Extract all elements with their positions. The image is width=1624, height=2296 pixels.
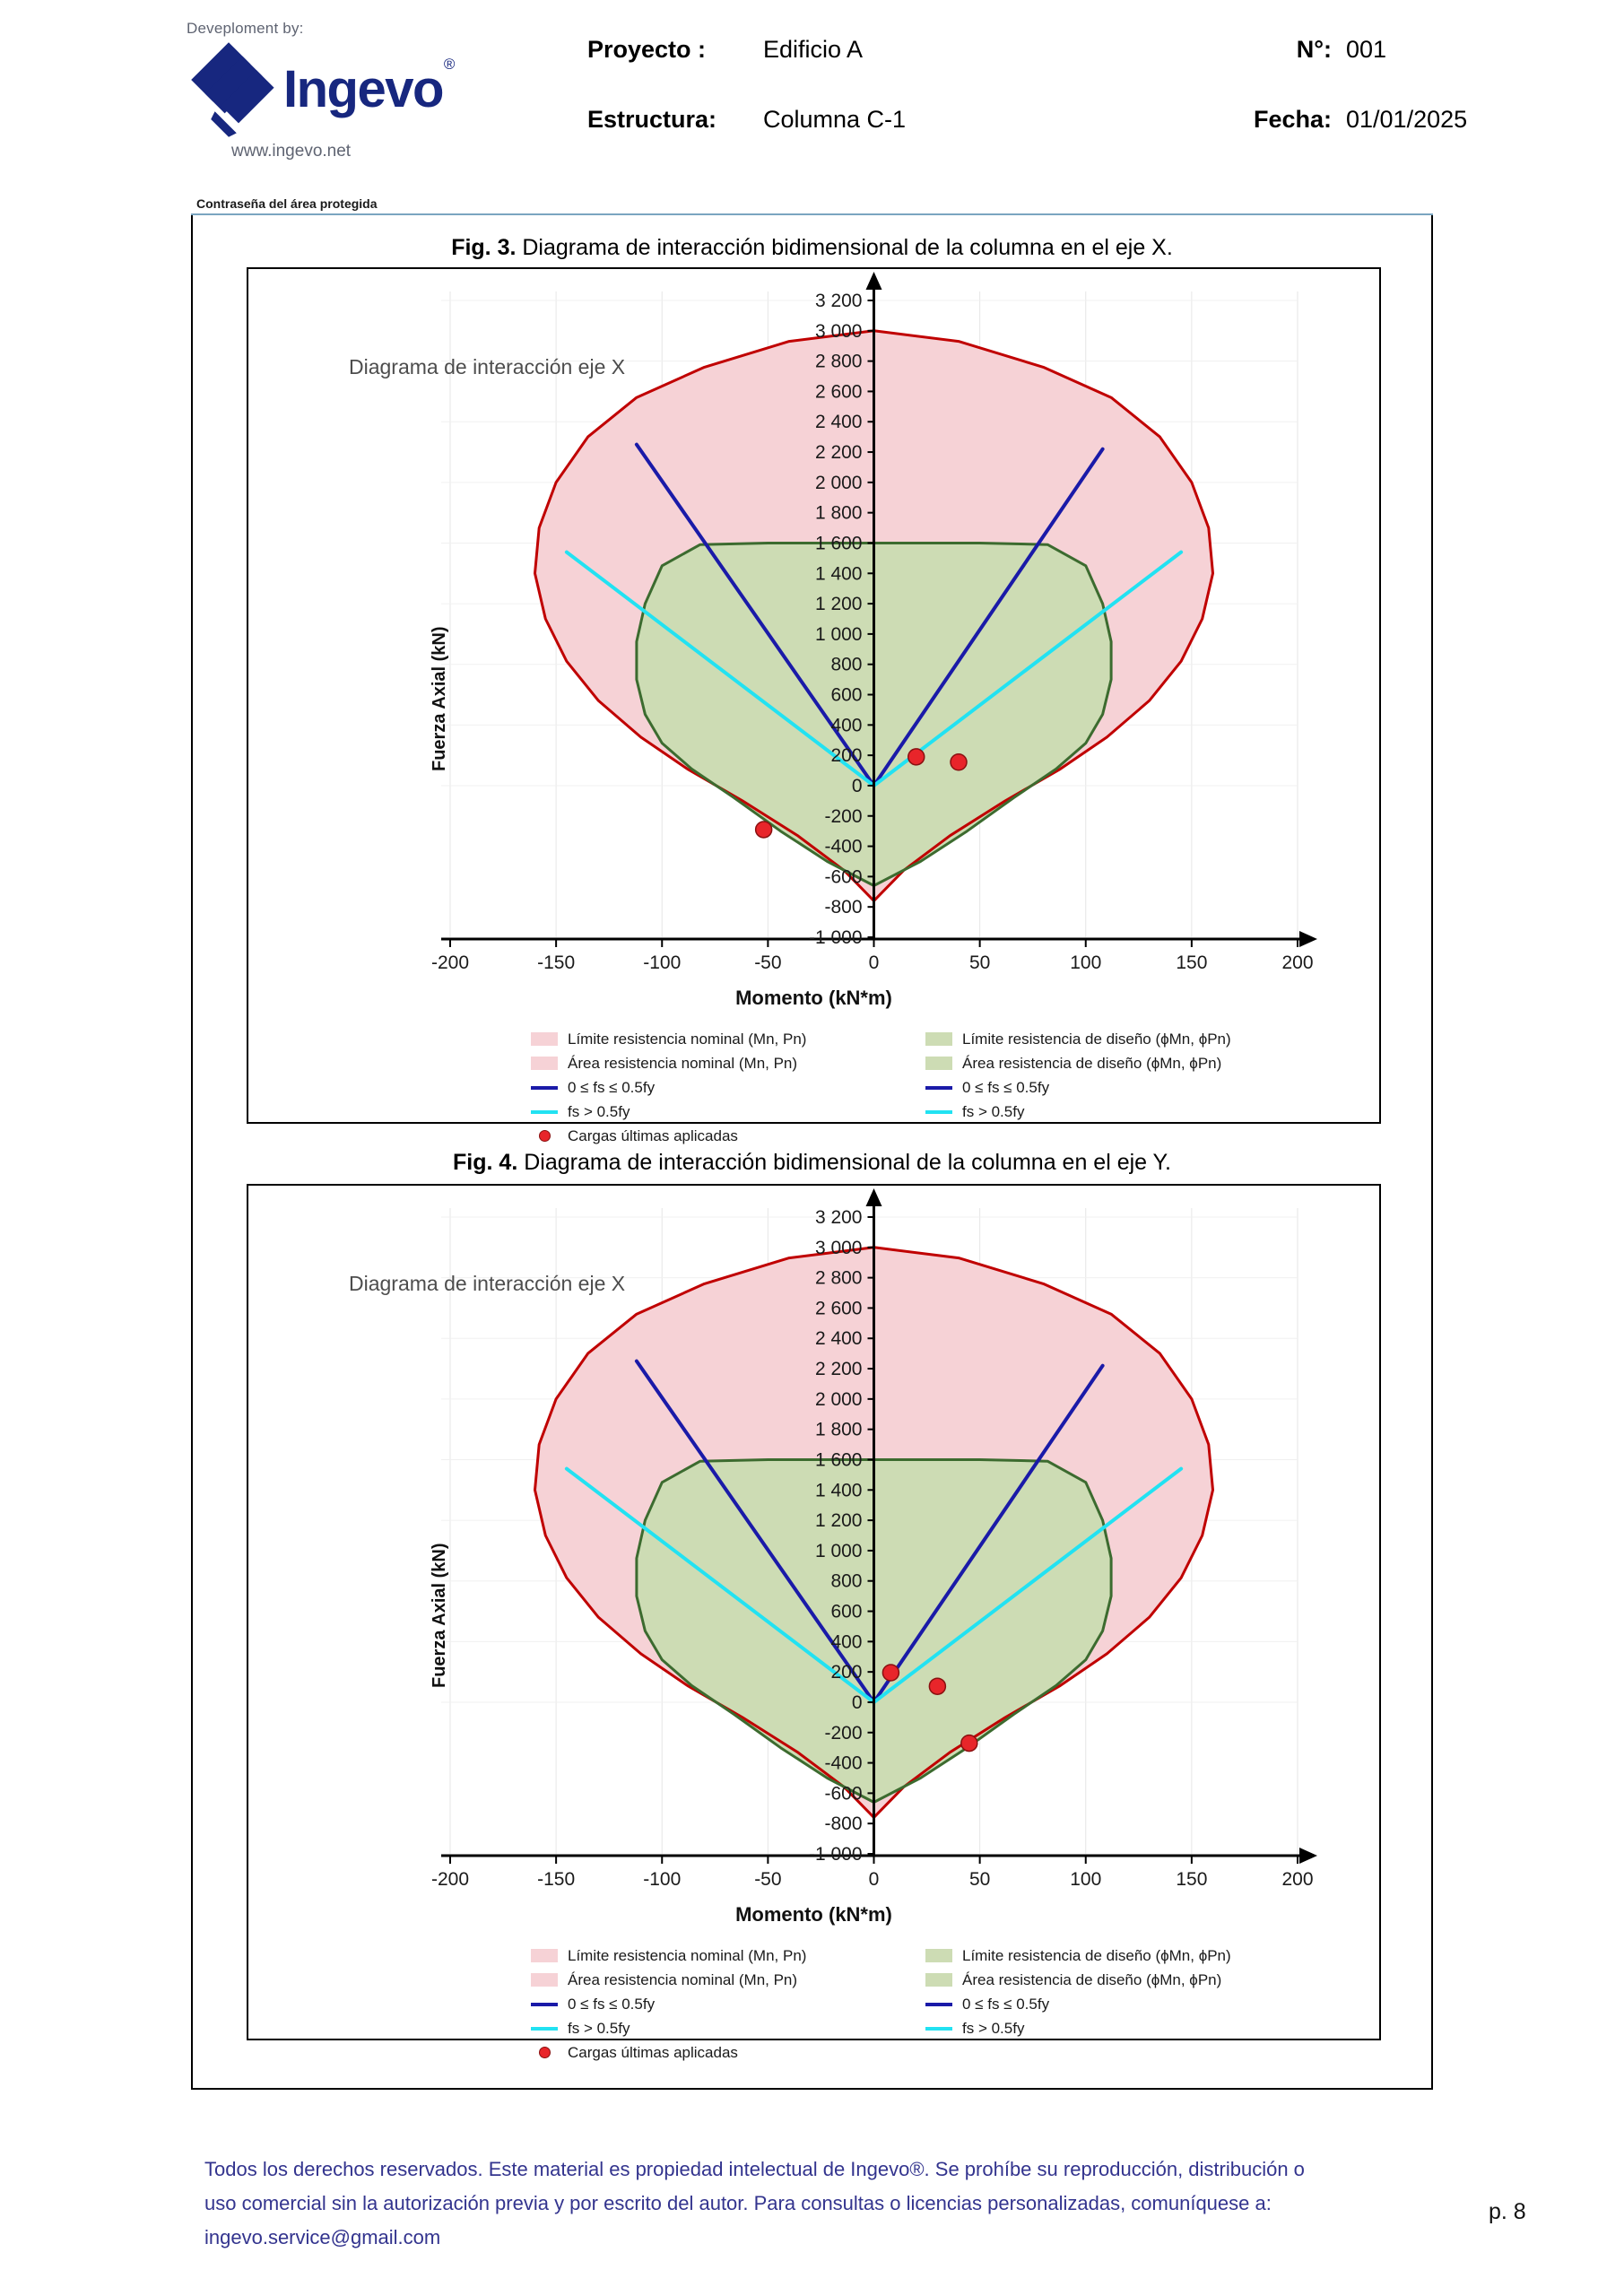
x-tick-label: 100 [1070, 952, 1102, 973]
x-tick-label: 150 [1176, 952, 1208, 973]
legend-item-label: fs > 0.5fy [962, 1102, 1025, 1120]
plot-title: Diagrama de interacción eje X [349, 355, 626, 378]
y-tick-label: 2 400 [814, 1328, 863, 1350]
legend-item-label: Límite resistencia nominal (Mn, Pn) [568, 1030, 807, 1048]
project-label: Proyecto : [587, 36, 707, 63]
x-tick-label: -50 [754, 1869, 782, 1890]
legend-item-nominal-limit[interactable] [531, 1944, 916, 1968]
legend-item-fs-low-nominal[interactable] [531, 1992, 916, 2016]
legend-item-fs-high-design[interactable] [925, 2016, 1311, 2040]
legend-line-icon [925, 2003, 952, 2006]
legend-dot-icon [539, 2047, 551, 2058]
figure-3-caption-number: Fig. 3. [451, 235, 517, 260]
legend-line-icon [531, 1110, 558, 1114]
y-tick-label: 3 000 [814, 1237, 863, 1258]
legend-swatch-icon [531, 1973, 558, 1987]
y-tick-label: 600 [830, 684, 863, 706]
y-tick-label: 1 600 [814, 533, 863, 554]
legend-item-fs-low-nominal[interactable] [531, 1075, 916, 1100]
y-tick-label: -800 [824, 1813, 863, 1835]
legend-item-label: Área resistencia de diseño (ϕMn, ϕPn) [962, 1054, 1222, 1072]
y-tick-label: 1 000 [814, 1540, 863, 1561]
legend-item-label: 0 ≤ fs ≤ 0.5fy [962, 1995, 1050, 2013]
registered-trademark-icon: ® [443, 55, 454, 73]
page-footer [204, 2152, 1424, 2255]
x-tick-label: 200 [1281, 1869, 1314, 1890]
protected-area-banner [191, 196, 1433, 215]
brand-url: www.ingevo.net [231, 142, 352, 161]
legend-item-label: Cargas últimas aplicadas [568, 1126, 738, 1144]
y-tick-label: 2 200 [814, 442, 863, 464]
legend-item-label: fs > 0.5fy [568, 2019, 630, 2037]
x-tick-label: -150 [537, 952, 576, 973]
x-tick-label: 100 [1070, 1869, 1102, 1890]
ingevo-diamond-logo-icon [179, 39, 278, 140]
legend-item-label: Límite resistencia de diseño (ϕMn, ϕPn) [962, 1030, 1231, 1048]
y-axis-label: Fuerza Axial (kN) [430, 1543, 449, 1688]
x-tick-label: 0 [868, 1869, 880, 1890]
protected-area-label: Contraseña del área protegida [196, 196, 378, 211]
legend-item-legend-empty [925, 1124, 1311, 1148]
figure-4-caption [193, 1150, 1431, 1176]
legend-item-label: Cargas últimas aplicadas [568, 2043, 738, 2061]
y-tick-label: 0 [851, 775, 863, 796]
header-fields [587, 36, 1502, 176]
legend-item-fs-high-design[interactable] [925, 1100, 1311, 1124]
x-tick-label: 50 [968, 1869, 991, 1890]
y-tick-label: 2 000 [814, 472, 863, 493]
y-tick-label: 400 [830, 715, 863, 736]
legend-item-label: 0 ≤ fs ≤ 0.5fy [568, 1078, 656, 1096]
load-point-marker [929, 1678, 945, 1694]
number-label: N°: [1296, 36, 1332, 63]
structure-label: Estructura: [587, 106, 717, 133]
y-tick-label: 2 600 [814, 1298, 863, 1319]
legend-item-legend-empty [925, 2040, 1311, 2065]
x-tick-label: -100 [643, 1869, 682, 1890]
legend-line-icon [531, 1086, 558, 1090]
legend-dot-wrapper [531, 1130, 558, 1142]
x-tick-label: -200 [430, 1869, 470, 1890]
legend-item-label: Área resistencia de diseño (ϕMn, ϕPn) [962, 1970, 1222, 1988]
load-point-marker [951, 754, 967, 770]
figure-4-caption-number: Fig. 4. [453, 1150, 518, 1175]
x-tick-label: 200 [1281, 952, 1314, 973]
x-tick-label: 150 [1176, 1869, 1208, 1890]
figure-4-chart-card [247, 1184, 1381, 2061]
document-body-frame [191, 215, 1433, 2090]
x-tick-label: -50 [754, 952, 782, 973]
y-tick-label: 3 200 [814, 1207, 863, 1228]
footer-line-3-email: ingevo.service@gmail.com [204, 2226, 441, 2248]
y-tick-label: 800 [830, 654, 863, 675]
y-tick-label: -200 [824, 1722, 863, 1744]
y-tick-label: -800 [824, 897, 863, 918]
legend-item-label: 0 ≤ fs ≤ 0.5fy [568, 1995, 656, 2013]
header-row-structure [587, 106, 1502, 176]
development-by-label: Deveploment by: [187, 20, 304, 37]
legend-line-icon [925, 1086, 952, 1090]
legend-line-icon [531, 2003, 558, 2006]
legend-item-nominal-area[interactable] [531, 1968, 916, 1992]
y-tick-label: 1 400 [814, 563, 863, 585]
legend-swatch-icon [925, 1057, 952, 1070]
brand-wordmark-text: Ingevo [283, 60, 443, 118]
plot-title: Diagrama de interacción eje X [349, 1272, 626, 1295]
legend-item-ultimate-loads[interactable] [531, 2040, 916, 2065]
footer-line-2: uso comercial sin la autorización previa y por escrito del autor. Para consultas o licencias personalizadas, comuníquese a: [204, 2192, 1272, 2214]
y-tick-label: 200 [830, 1662, 863, 1683]
y-tick-label: -1 000 [808, 927, 863, 948]
y-tick-label: 0 [851, 1692, 863, 1713]
legend-line-icon [925, 1110, 952, 1114]
legend-item-design-limit[interactable] [925, 1027, 1311, 1051]
legend-item-label: 0 ≤ fs ≤ 0.5fy [962, 1078, 1050, 1096]
x-axis-label: Momento (kN*m) [735, 1903, 892, 1926]
legend-item-label: Área resistencia nominal (Mn, Pn) [568, 1970, 798, 1988]
legend-item-label: Límite resistencia de diseño (ϕMn, ϕPn) [962, 1946, 1231, 1964]
legend-swatch-icon [531, 1057, 558, 1070]
load-point-marker [908, 749, 925, 765]
y-tick-label: 2 600 [814, 381, 863, 403]
y-tick-label: -400 [824, 1752, 863, 1774]
y-tick-label: 1 800 [814, 1419, 863, 1440]
page-number: p. 8 [1489, 2199, 1526, 2224]
y-tick-label: 3 000 [814, 320, 863, 342]
legend-item-label: Área resistencia nominal (Mn, Pn) [568, 1054, 798, 1072]
date-value: 01/01/2025 [1346, 106, 1468, 133]
legend-swatch-icon [531, 1949, 558, 1962]
x-tick-label: -150 [537, 1869, 576, 1890]
legend-item-nominal-area[interactable] [531, 1051, 916, 1075]
chart-legend [531, 1944, 1311, 2065]
y-tick-label: 2 800 [814, 351, 863, 372]
y-tick-label: 2 400 [814, 412, 863, 433]
y-tick-label: 2 000 [814, 1388, 863, 1410]
legend-item-fs-low-design[interactable] [925, 1992, 1311, 2016]
load-point-marker [882, 1665, 899, 1681]
legend-item-nominal-limit[interactable] [531, 1027, 916, 1051]
y-tick-label: 1 600 [814, 1449, 863, 1471]
y-tick-label: 1 200 [814, 1510, 863, 1532]
x-tick-label: 0 [868, 952, 880, 973]
y-tick-label: 3 200 [814, 291, 863, 311]
legend-swatch-icon [925, 1032, 952, 1046]
y-tick-label: 200 [830, 745, 863, 767]
legend-line-icon [925, 2027, 952, 2031]
project-value: Edificio A [763, 36, 864, 63]
legend-swatch-icon [925, 1973, 952, 1987]
y-tick-label: -600 [824, 866, 863, 888]
y-tick-label: 400 [830, 1631, 863, 1653]
y-tick-label: 1 800 [814, 502, 863, 524]
y-tick-label: -400 [824, 836, 863, 857]
y-tick-label: 1 000 [814, 623, 863, 645]
chart-legend [531, 1027, 1311, 1148]
legend-item-label: fs > 0.5fy [962, 2019, 1025, 2037]
y-axis-label: Fuerza Axial (kN) [430, 626, 449, 771]
legend-item-design-limit[interactable] [925, 1944, 1311, 1968]
y-tick-label: 2 800 [814, 1267, 863, 1289]
y-tick-label: 1 200 [814, 594, 863, 615]
legend-swatch-icon [531, 1032, 558, 1046]
y-tick-label: -200 [824, 805, 863, 827]
structure-value: Columna C-1 [763, 106, 907, 133]
legend-item-fs-low-design[interactable] [925, 1075, 1311, 1100]
figure-3-caption-text: Diagrama de interacción bidimensional de la columna en el eje X. [516, 235, 1173, 260]
figure-3-caption [193, 235, 1431, 261]
legend-item-fs-high-nominal[interactable] [531, 2016, 916, 2040]
y-tick-label: -600 [824, 1783, 863, 1805]
legend-item-ultimate-loads[interactable] [531, 1124, 916, 1148]
y-tick-label: 1 400 [814, 1480, 863, 1501]
number-value: 001 [1346, 36, 1387, 63]
x-tick-label: 50 [968, 952, 991, 973]
y-tick-label: -1 000 [808, 1844, 863, 1865]
footer-line-1: Todos los derechos reservados. Este material es propiedad intelectual de Ingevo®. Se prohíbe su reproducción, distribución o [204, 2158, 1305, 2180]
legend-item-design-area[interactable] [925, 1051, 1311, 1075]
figure-4-caption-text: Diagrama de interacción bidimensional de la columna en el eje Y. [517, 1150, 1171, 1175]
brand-wordmark [283, 55, 454, 118]
y-tick-label: 800 [830, 1570, 863, 1592]
y-tick-label: 600 [830, 1601, 863, 1622]
legend-dot-icon [539, 1130, 551, 1142]
load-point-marker [756, 822, 772, 838]
legend-item-label: fs > 0.5fy [568, 1102, 630, 1120]
legend-item-label: Límite resistencia nominal (Mn, Pn) [568, 1946, 807, 1964]
page-header [0, 0, 1624, 188]
x-tick-label: -100 [643, 952, 682, 973]
load-point-marker [961, 1735, 977, 1752]
header-row-project [587, 36, 1502, 106]
legend-item-design-area[interactable] [925, 1968, 1311, 1992]
legend-swatch-icon [925, 1949, 952, 1962]
y-tick-label: 2 200 [814, 1359, 863, 1380]
x-tick-label: -200 [430, 952, 470, 973]
date-label: Fecha: [1253, 106, 1332, 133]
x-axis-label: Momento (kN*m) [735, 987, 892, 1009]
legend-line-icon [531, 2027, 558, 2031]
legend-dot-wrapper [531, 2047, 558, 2058]
figure-3-chart-card [247, 267, 1381, 1144]
legend-item-fs-high-nominal[interactable] [531, 1100, 916, 1124]
brand-logo-block [179, 20, 502, 161]
